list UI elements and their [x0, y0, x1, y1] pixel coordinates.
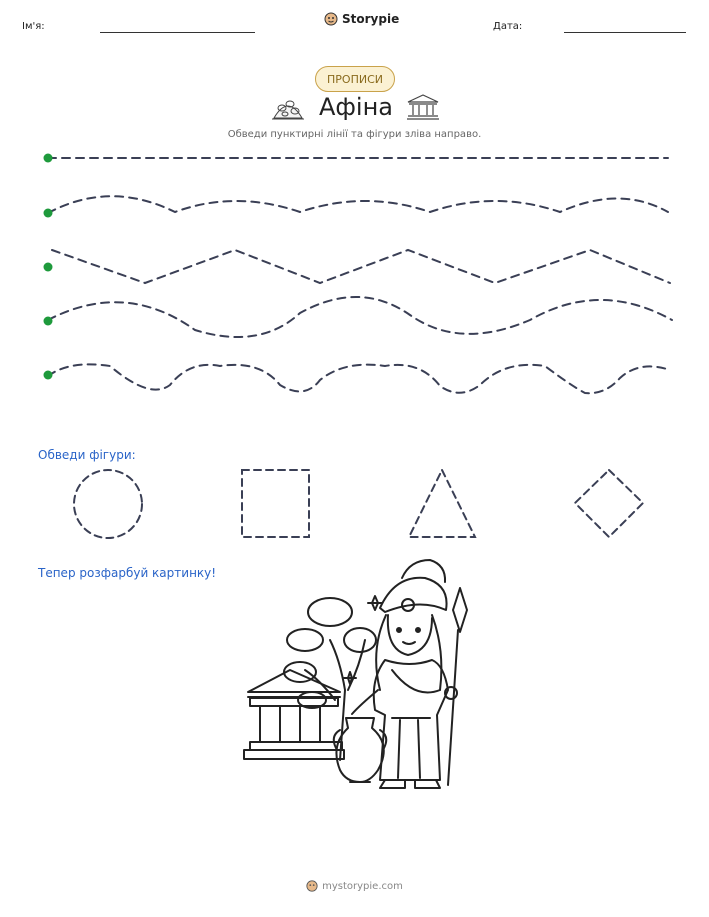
tracing-line-wave: [48, 196, 668, 213]
start-dot-4: [44, 317, 53, 326]
start-dot-5: [44, 371, 53, 380]
date-label: Дата:: [493, 21, 523, 32]
trace-triangle: [409, 470, 475, 537]
trace-square: [242, 470, 309, 537]
page-title: Афіна: [318, 93, 393, 121]
shapes-heading: Обведи фігури:: [38, 448, 136, 462]
start-dot-1: [44, 154, 53, 163]
brand-name: Storypie: [342, 12, 400, 26]
name-label: Ім'я:: [22, 21, 45, 32]
footer-url[interactable]: mystorypie.com: [322, 880, 403, 892]
start-dot-2: [44, 209, 53, 218]
tracing-line-zigzag: [52, 250, 670, 283]
trace-diamond: [575, 470, 643, 537]
footer: [0, 880, 709, 892]
tracing-line-loops: [48, 364, 670, 393]
coloring-heading: Тепер розфарбуй картинку!: [38, 566, 217, 580]
trace-circle: [74, 470, 142, 538]
tracing-line-wave-2: [48, 297, 672, 337]
worksheet-badge: ПРОПИСИ: [315, 66, 395, 92]
instructions: Обведи пунктирні лінії та фігури зліва направо.: [227, 129, 482, 140]
storypie-footer-logo-icon: [306, 880, 318, 892]
tracing-lines: [0, 0, 709, 420]
start-dot-3: [44, 263, 53, 272]
